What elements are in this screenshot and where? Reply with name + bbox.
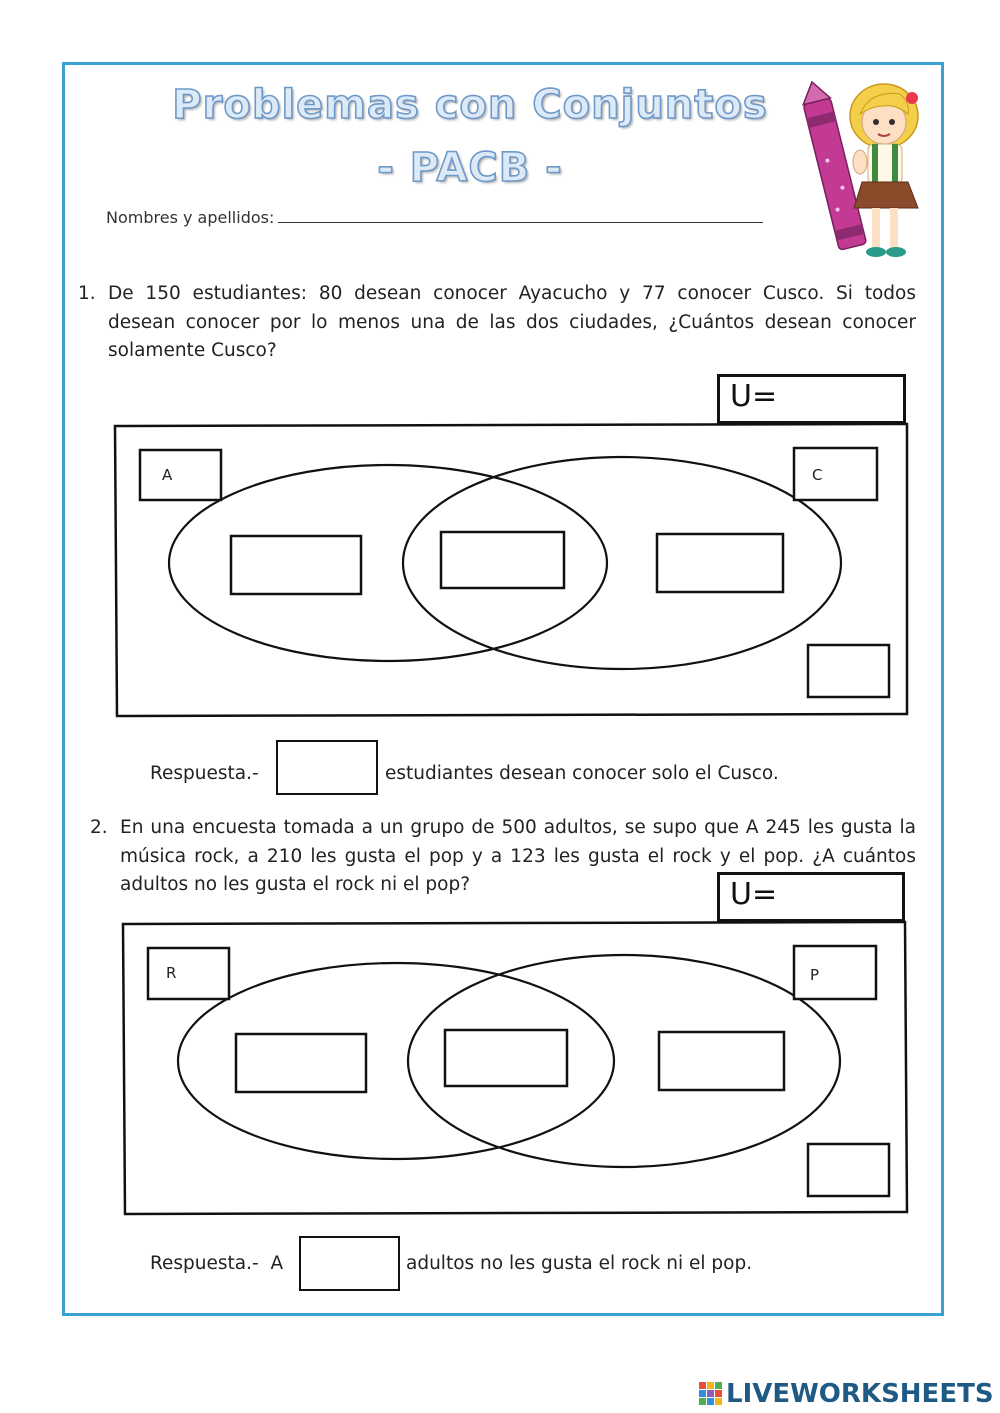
venn-1-right-set-label: C bbox=[812, 466, 823, 484]
problem-1 bbox=[78, 280, 916, 366]
answer-1-input-box[interactable] bbox=[276, 740, 378, 795]
venn-diagram-2 bbox=[118, 918, 912, 1220]
answer-2-prefix: Respuesta.- A bbox=[150, 1253, 284, 1274]
answer-2-input-box[interactable] bbox=[299, 1236, 400, 1291]
venn-1-right-set-label-box bbox=[794, 448, 877, 500]
student-name-label: Nombres y apellidos: bbox=[106, 208, 275, 227]
problem-1-text: De 150 estudiantes: 80 desean conocer Ayacucho y 77 conocer Cusco. Si todos desean conocer por lo menos una de las dos ciudades, ¿Cuántos desean conocer solamente Cusco? bbox=[108, 283, 916, 361]
venn-diagram-1 bbox=[110, 420, 912, 720]
universe-box-1[interactable] bbox=[717, 374, 906, 424]
venn-2-left-set-label: R bbox=[166, 964, 177, 982]
liveworksheets-brand-text: LIVEWORKSHEETS bbox=[726, 1379, 994, 1409]
venn-1-right-only-box bbox=[657, 534, 783, 592]
venn-1-left-set-label: A bbox=[162, 466, 173, 484]
venn-1-left-set-label-box bbox=[140, 450, 221, 500]
student-name-field bbox=[106, 208, 763, 227]
liveworksheets-logo bbox=[698, 1376, 994, 1412]
problem-2-text: En una encuesta tomada a un grupo de 500 adultos, se supo que A 245 les gusta la música rock, a 210 les gusta el pop y a 123 les gusta el rock y el pop. ¿A cuántos adultos no les gusta el rock ni el pop? bbox=[120, 817, 916, 895]
universe-label-2: U= bbox=[730, 877, 778, 912]
problem-1-number: 1. bbox=[78, 283, 96, 304]
venn-1-intersection-box bbox=[441, 532, 564, 588]
universe-label-1: U= bbox=[730, 379, 778, 414]
problem-2-number: 2. bbox=[90, 817, 108, 838]
venn-2-right-set-label-box bbox=[794, 946, 876, 999]
venn-2-right-only-box bbox=[659, 1032, 784, 1090]
venn-2-left-only-box bbox=[236, 1034, 366, 1092]
venn-2-outside-box bbox=[808, 1144, 889, 1196]
girl-with-crayon-illustration bbox=[800, 78, 930, 273]
venn-2-intersection-box bbox=[445, 1030, 567, 1086]
venn-1-left-only-box bbox=[231, 536, 361, 594]
worksheet-title: Problemas con Conjuntos bbox=[172, 82, 768, 128]
answer-2-suffix: adultos no les gusta el rock ni el pop. bbox=[406, 1253, 753, 1274]
answer-1-suffix: estudiantes desean conocer solo el Cusco. bbox=[385, 763, 779, 784]
answer-1-prefix: Respuesta.- bbox=[150, 763, 259, 784]
worksheet-subtitle: - PACB - bbox=[377, 145, 563, 191]
venn-2-left-set-label-box bbox=[148, 948, 229, 999]
liveworksheets-logo-icon bbox=[698, 1381, 724, 1407]
universe-box-2[interactable] bbox=[717, 872, 905, 922]
venn-1-outside-box bbox=[808, 645, 889, 697]
venn-2-right-set-label: P bbox=[810, 966, 820, 984]
student-name-blank-line[interactable] bbox=[278, 222, 763, 223]
